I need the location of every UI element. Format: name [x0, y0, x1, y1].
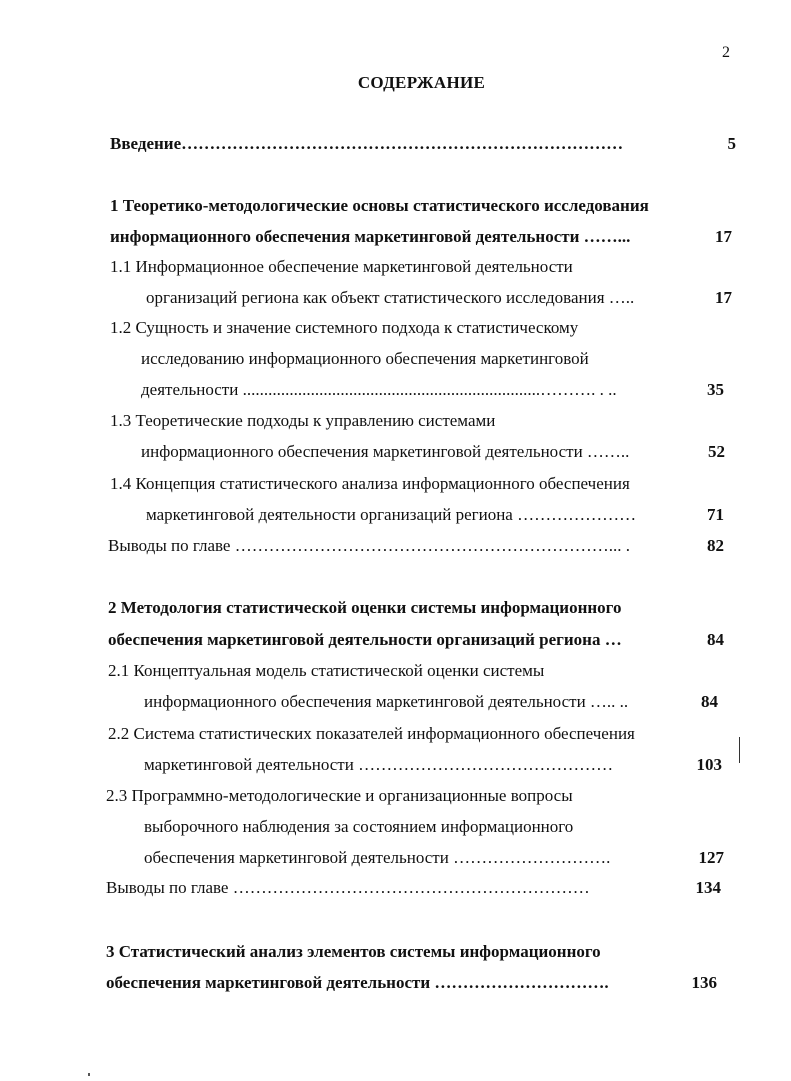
- section-2-1-page: 84: [701, 692, 718, 711]
- page-title: СОДЕРЖАНИЕ: [357, 73, 486, 92]
- section-1-4-page: 71: [707, 505, 724, 524]
- chapter-2-title-line1: 2 Методология статистической оценки системы информационного: [108, 598, 622, 617]
- margin-mark: [739, 737, 740, 763]
- section-1-4-line2: маркетинговой деятельности организаций региона …………………: [146, 505, 637, 524]
- section-1-3-line1: 1.3 Теоретические подходы к управлению системами: [110, 411, 496, 430]
- section-2-1-line2: информационного обеспечения маркетинговой деятельности ….. ..: [144, 692, 629, 711]
- section-1-1-page: 17: [715, 288, 732, 307]
- section-2-1-line1: 2.1 Концептуальная модель статистической оценки системы: [108, 661, 545, 680]
- chapter-3-title-line1: 3 Статистический анализ элементов системы информационного: [106, 942, 601, 961]
- toc-intro-page: 5: [727, 134, 736, 153]
- chapter-2-page: 84: [707, 630, 724, 649]
- chapter-1-title-line2: информационного обеспечения маркетинговой деятельности ……...: [110, 227, 631, 246]
- chapter-1-title-line1: 1 Теоретико-методологические основы статистического исследования: [110, 196, 649, 215]
- section-1-2-line2: исследованию информационного обеспечения маркетинговой: [141, 349, 589, 368]
- section-1-1-line1: 1.1 Информационное обеспечение маркетинговой деятельности: [110, 257, 573, 276]
- chapter-1-page: 17: [715, 227, 732, 246]
- scan-speck: [88, 1073, 90, 1076]
- chapter-2-conclusions-page: 134: [695, 878, 721, 897]
- section-2-2-line2: маркетинговой деятельности ………………………………………: [144, 755, 614, 774]
- section-1-2-line3: деятельности ......................................................................………. . ..: [141, 380, 617, 399]
- section-2-2-page: 103: [696, 755, 722, 774]
- section-1-2-page: 35: [707, 380, 724, 399]
- chapter-1-conclusions-page: 82: [707, 536, 724, 555]
- chapter-3-title-line2: обеспечения маркетинговой деятельности ………………………….: [106, 973, 609, 992]
- section-1-4-line1: 1.4 Концепция статистического анализа информационного обеспечения: [110, 474, 630, 493]
- section-1-2-line1: 1.2 Сущность и значение системного подхода к статистическому: [110, 318, 579, 337]
- section-2-3-line1: 2.3 Программно-методологические и организационные вопросы: [106, 786, 573, 805]
- chapter-2-title-line2: обеспечения маркетинговой деятельности организаций региона …: [108, 630, 622, 649]
- page-number: 2: [722, 44, 730, 61]
- section-2-3-line3: обеспечения маркетинговой деятельности ……………………….: [144, 848, 611, 867]
- section-1-3-line2: информационного обеспечения маркетинговой деятельности ……..: [141, 442, 630, 461]
- chapter-1-conclusions: Выводы по главе …………………………………………………………... .: [108, 536, 630, 555]
- section-2-2-line1: 2.2 Система статистических показателей информационного обеспечения: [108, 724, 635, 743]
- chapter-3-page: 136: [691, 973, 717, 992]
- section-2-3-page: 127: [698, 848, 724, 867]
- toc-intro: Введение……………………………………………………………………: [110, 134, 624, 153]
- chapter-2-conclusions: Выводы по главе ………………………………………………………: [106, 878, 590, 897]
- section-1-3-page: 52: [708, 442, 725, 461]
- section-1-1-line2: организаций региона как объект статистического исследования …..: [146, 288, 635, 307]
- section-2-3-line2: выборочного наблюдения за состоянием информационного: [144, 817, 574, 836]
